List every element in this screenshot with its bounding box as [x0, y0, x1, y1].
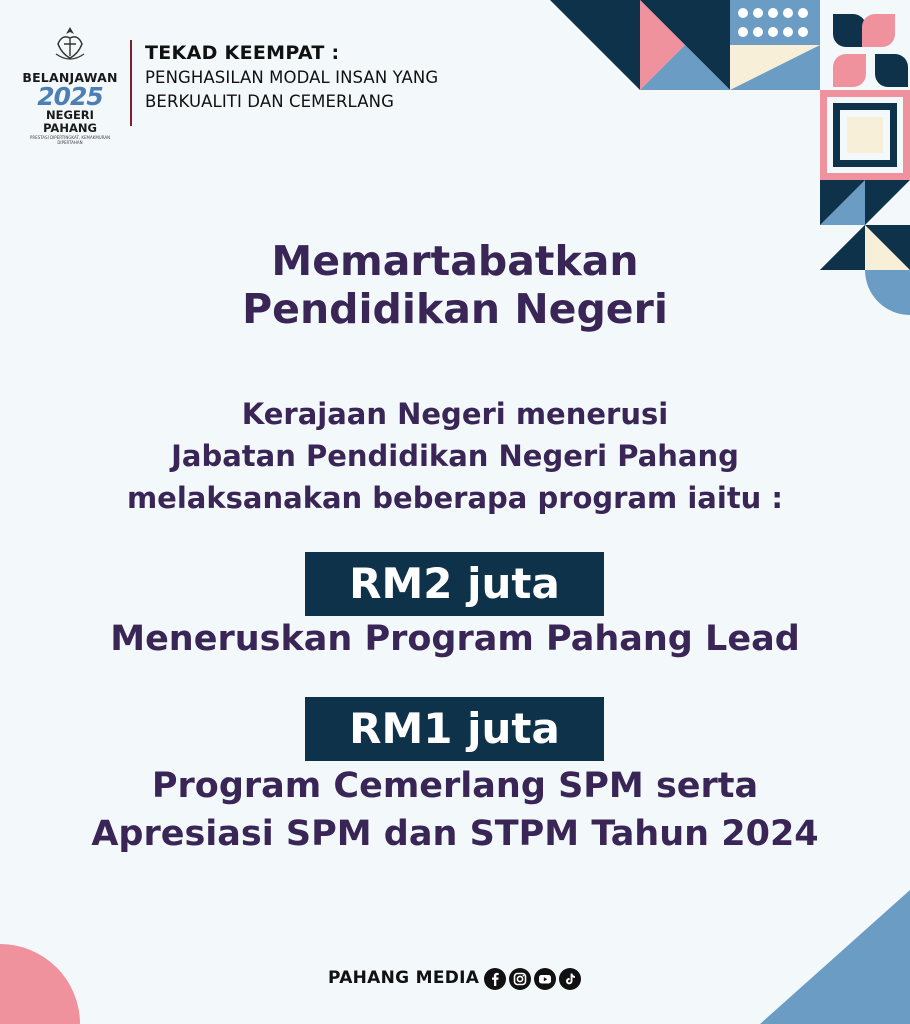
- state-crest-icon: [52, 24, 88, 64]
- program-2-desc-line1: Program Cemerlang SPM serta: [151, 766, 759, 806]
- logo-line1: BELANJAWAN: [22, 70, 118, 85]
- instagram-icon[interactable]: [509, 968, 531, 990]
- footer-brand: PAHANG MEDIA: [328, 968, 480, 988]
- belanjawan-logo: [18, 24, 122, 145]
- decorative-quarter-circle-bottom-left: [0, 944, 80, 1024]
- logo-line2: NEGERI PAHANG: [43, 108, 97, 135]
- program-2-amount-badge: RM1 juta: [305, 697, 604, 761]
- header-subtitle-line2: BERKUALITI DAN CEMERLANG: [145, 92, 394, 111]
- tiktok-icon[interactable]: [559, 968, 581, 990]
- intro-line2: Jabatan Pendidikan Negeri Pahang: [171, 439, 739, 473]
- logo-year: 2025: [37, 82, 103, 111]
- decorative-triangle-bottom-right: [760, 890, 910, 1024]
- program-2-description: [0, 762, 910, 858]
- intro-paragraph: [0, 393, 910, 519]
- program-1-desc-line1: Meneruskan Program Pahang Lead: [110, 619, 800, 659]
- intro-line3: melaksanakan beberapa program iaitu :: [126, 481, 784, 515]
- heading-line1: Memartabatkan: [271, 237, 639, 285]
- logo-tagline: PRESTASI DIPERTINGKAT, KEMAKMURAN DIPERTAHAN: [29, 135, 111, 145]
- heading-line2: Pendidikan Negeri: [242, 285, 668, 333]
- program-2-desc-line2: Apresiasi SPM dan STPM Tahun 2024: [91, 814, 819, 854]
- header-subtitle-line1: PENGHASILAN MODAL INSAN YANG: [145, 68, 439, 87]
- header-title: TEKAD KEEMPAT :: [145, 42, 340, 64]
- program-1-description: [0, 617, 910, 661]
- facebook-icon[interactable]: [484, 968, 506, 990]
- header-divider: [130, 40, 132, 126]
- program-1-amount-badge: RM2 juta: [305, 552, 604, 616]
- main-heading: [0, 237, 910, 333]
- intro-line1: Kerajaan Negeri menerusi: [241, 397, 669, 431]
- youtube-icon[interactable]: [534, 968, 556, 990]
